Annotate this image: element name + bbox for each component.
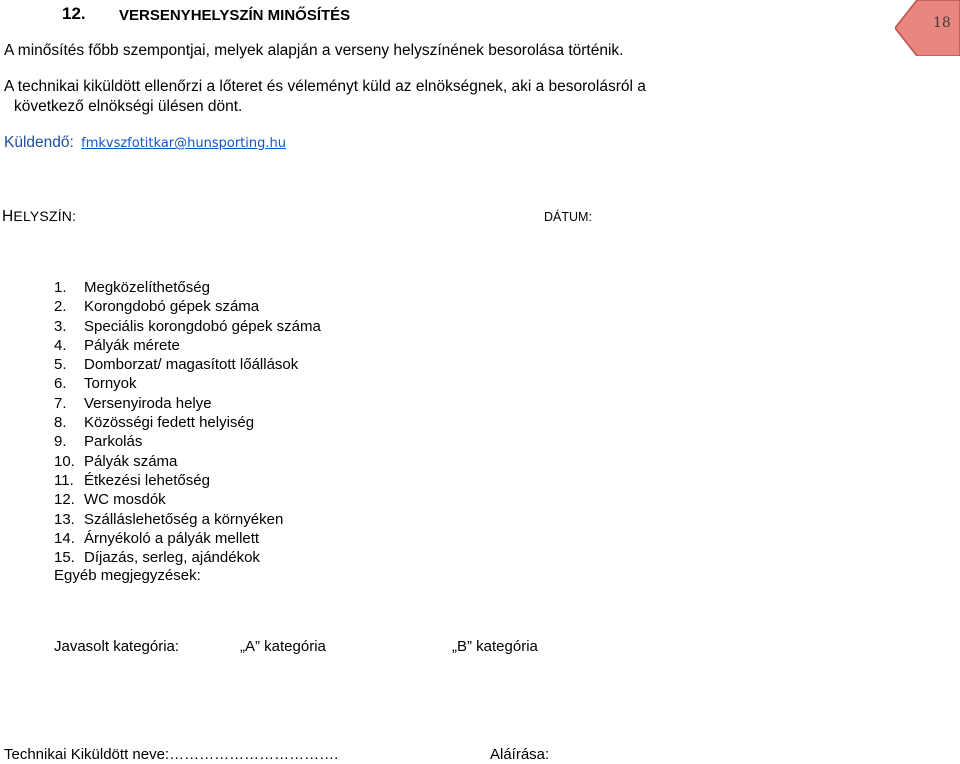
criteria-item: 9. Parkolás bbox=[54, 433, 143, 451]
criteria-item: 2. Korongdobó gépek száma bbox=[54, 298, 260, 316]
signature-field: Aláírása: bbox=[490, 746, 550, 763]
criteria-item: 11. Étkezési lehetőség bbox=[54, 471, 210, 489]
page-number: 18 bbox=[933, 15, 951, 31]
criteria-item: 13. Szálláslehetőség a környéken bbox=[54, 510, 284, 528]
section-title: VERSENYHELYSZÍN MINŐSÍTÉS bbox=[119, 7, 351, 24]
criteria-list bbox=[54, 278, 321, 567]
intro-text: A minősítés főbb szempontjai, melyek alapján a verseny helyszínének besorolása történik. bbox=[4, 42, 624, 59]
venue-label bbox=[2, 208, 76, 226]
category-a-option: „A” kategória bbox=[240, 638, 326, 655]
category-b-option: „B” kategória bbox=[452, 638, 538, 655]
sender-label: Küldendő: bbox=[4, 134, 74, 151]
criteria-item: 3. Speciális korongdobó gépek száma bbox=[54, 317, 321, 335]
venue-label-rest: ELYSZÍN: bbox=[13, 208, 77, 224]
criteria-item: 1. Megközelíthetőség bbox=[54, 279, 210, 296]
section-number: 12. bbox=[62, 4, 86, 23]
procedure-text-line-1: A technikai kiküldött ellenőrzi a lőteret és véleményt küld az elnökségnek, aki a besorolásról a bbox=[4, 78, 646, 95]
criteria-item: 12. WC mosdók bbox=[54, 491, 166, 509]
criteria-item: 15. Díjazás, serleg, ajándékok bbox=[54, 549, 260, 567]
sender-line bbox=[4, 134, 286, 152]
technical-delegate-name-field: Technikai Kiküldött neve:……………………………. bbox=[4, 746, 339, 763]
notes-label: Egyéb megjegyzések: bbox=[54, 567, 201, 584]
criteria-item: 14. Árnyékoló a pályák mellett bbox=[54, 529, 260, 547]
criteria-item: 10. Pályák száma bbox=[54, 452, 178, 470]
date-label: DÁTUM: bbox=[544, 210, 592, 224]
sender-email-link[interactable]: fmkvszfotitkar@hunsporting.hu bbox=[81, 136, 286, 151]
criteria-item: 6. Tornyok bbox=[54, 375, 137, 393]
procedure-text-line-2: következő elnökségi ülésen dönt. bbox=[14, 98, 243, 115]
category-label: Javasolt kategória: bbox=[54, 638, 180, 655]
criteria-item: 5. Domborzat/ magasított lőállások bbox=[54, 356, 299, 374]
criteria-item: 8. Közösségi fedett helyiség bbox=[54, 414, 255, 432]
criteria-item: 7. Versenyiroda helye bbox=[54, 394, 212, 412]
venue-label-initial: H bbox=[2, 208, 14, 225]
criteria-item: 4. Pályák mérete bbox=[54, 336, 180, 354]
